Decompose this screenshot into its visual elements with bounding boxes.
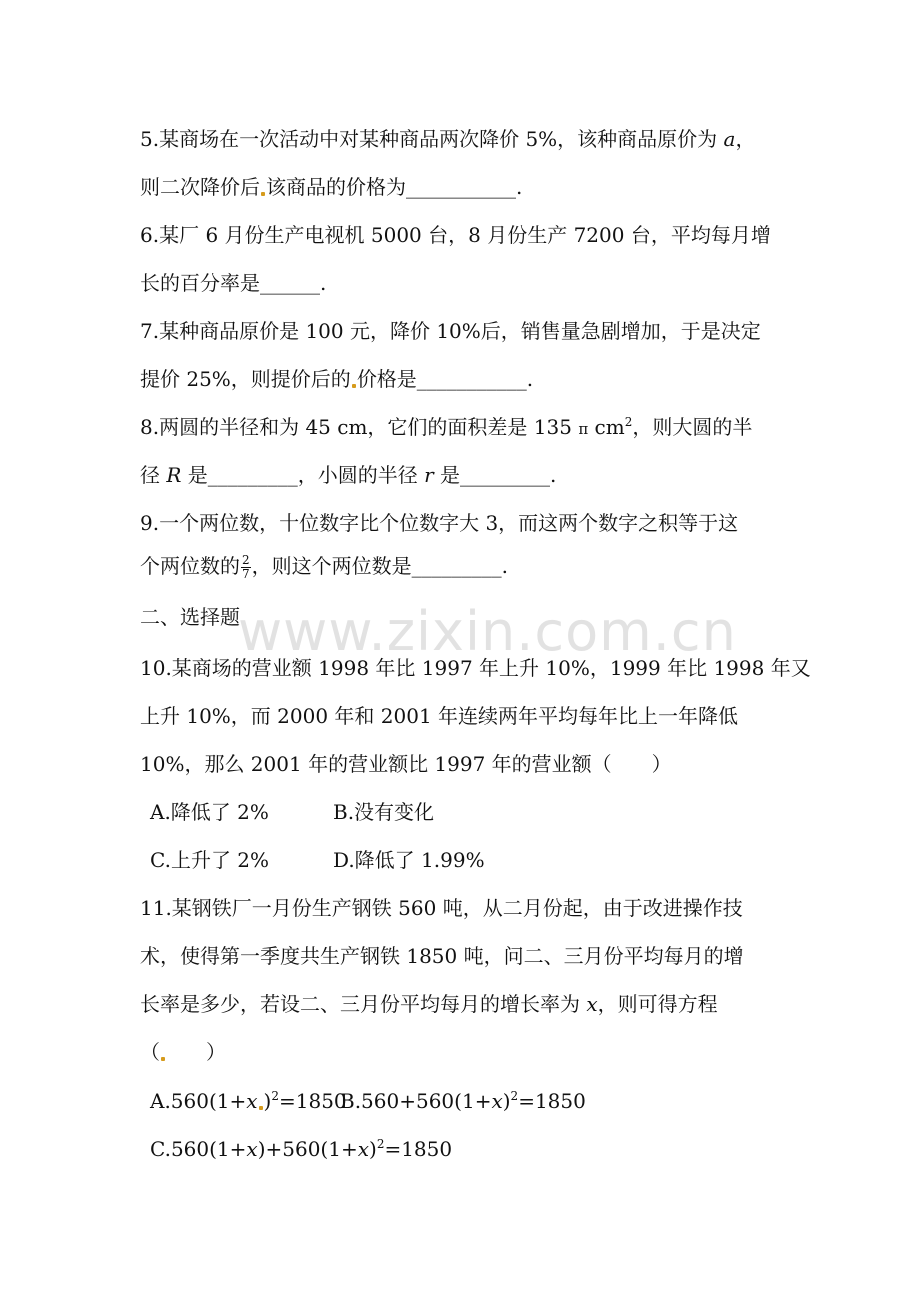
mark-dot	[161, 1057, 165, 1061]
watermark: www.zixin.com.cn	[238, 600, 737, 663]
opt-text: =1850	[279, 1089, 347, 1113]
q10-option-b: B.没有变化	[333, 800, 435, 824]
q8-line1	[140, 414, 752, 442]
q11-line4	[140, 1039, 226, 1065]
opt-text: )	[263, 1089, 272, 1113]
mark-dot	[352, 384, 356, 388]
opt-sup: 2	[510, 1089, 519, 1103]
q7-line1: 7.某种商品原价是 100 元，降价 10%后，销售量急剧增加，于是决定	[140, 319, 761, 343]
q8-text2b: 是_________，小圆的半径	[181, 463, 425, 487]
var-R: R	[166, 463, 182, 487]
q10-option-c: C.上升了 2%	[150, 848, 270, 872]
opt-text: )+560(1+	[257, 1137, 358, 1161]
opt-text: )	[369, 1137, 377, 1161]
q9-text2b: ，则这个两位数是_________.	[251, 554, 508, 578]
q8-text1c: ，则大圆的半	[632, 415, 753, 439]
q7-text2b: 价格是___________.	[356, 367, 534, 391]
q11-line3	[140, 991, 718, 1017]
fraction-numerator: 2	[242, 553, 250, 567]
opt-text: =1850	[384, 1137, 453, 1161]
q8-text1a: 8.两圆的半径和为 45 cm，它们的面积差是 135	[140, 415, 579, 439]
q11-text3b: ，则可得方程	[597, 992, 718, 1016]
q11-line2: 术，使得第一季度共生产钢铁 1850 吨，问二、三月份平均每月的增	[140, 944, 744, 968]
q8-line2	[140, 462, 556, 488]
pi-symbol: π	[578, 420, 589, 438]
var-x: x	[246, 1137, 258, 1161]
q6-line1: 6.某厂 6 月份生产电视机 5000 台，8 月份生产 7200 台，平均每月增	[140, 223, 771, 247]
q7-text2a: 提价 25%，则提价后的	[140, 367, 351, 391]
q9-text2a: 个两位数的	[140, 554, 240, 578]
q11-line1: 11.某钢铁厂一月份生产钢铁 560 吨，从二月份起，由于改进操作技	[140, 896, 743, 920]
q5-text: 5.某商场在一次活动中对某种商品两次降价 5%，该种商品原价为	[140, 127, 724, 151]
q5-line2	[140, 174, 522, 200]
mark-dot	[261, 192, 265, 196]
q11-paren-close: ）	[166, 1040, 226, 1064]
q5-line1	[140, 126, 755, 152]
opt-sup: 2	[376, 1137, 385, 1151]
q7-line2	[140, 366, 533, 392]
q5-comma: ，	[735, 127, 756, 151]
mark-dot	[259, 1106, 263, 1110]
q10-line2: 上升 10%，而 2000 年和 2001 年连续两年平均每年比上一年降低	[140, 704, 739, 728]
opt-text: B.560+560(1+	[340, 1089, 492, 1113]
var-x: x	[586, 992, 598, 1016]
fraction-denominator: 7	[242, 567, 250, 581]
q8-sup: 2	[624, 415, 633, 429]
q9-line2	[140, 553, 508, 581]
var-r: r	[424, 463, 434, 487]
q11-text3a: 长率是多少，若设二、三月份平均每月的增长率为	[140, 992, 587, 1016]
var-x: x	[491, 1089, 503, 1113]
section-title: 二、选择题	[140, 605, 240, 629]
q5-text2a: 则二次降价后	[140, 175, 260, 199]
opt-text: A.560(1+	[150, 1089, 247, 1113]
q10-option-d: D.降低了 1.99%	[333, 848, 485, 872]
q8-text2a: 径	[140, 463, 167, 487]
opt-text: )	[502, 1089, 511, 1113]
q10-line3: 10%，那么 2001 年的营业额比 1997 年的营业额（ ）	[140, 752, 672, 776]
q9-line1: 9.一个两位数，十位数字比个位数字大 3，而这两个数字之积等于这	[140, 511, 739, 535]
opt-text: C.560(1+	[150, 1137, 247, 1161]
q5-text2b: 该商品的价格为___________.	[266, 175, 523, 199]
q11-option-b	[340, 1088, 586, 1114]
q10-line1: 10.某商场的营业额 1998 年比 1997 年上升 10%，1999 年比 1998 年又	[140, 656, 811, 680]
fraction	[241, 554, 251, 581]
q11-option-c	[150, 1136, 452, 1162]
q8-text2c: 是_________.	[433, 463, 557, 487]
q11-paren-open: （	[140, 1040, 160, 1064]
q11-option-a	[150, 1088, 347, 1114]
q10-option-a: A.降低了 2%	[150, 800, 269, 824]
var-x: x	[246, 1089, 258, 1113]
opt-text: =1850	[518, 1089, 586, 1113]
q8-cm: cm	[588, 415, 625, 439]
var-a: a	[723, 127, 736, 151]
q6-line2: 长的百分率是______.	[140, 271, 327, 295]
opt-sup: 2	[271, 1089, 279, 1103]
var-x: x	[357, 1137, 369, 1161]
